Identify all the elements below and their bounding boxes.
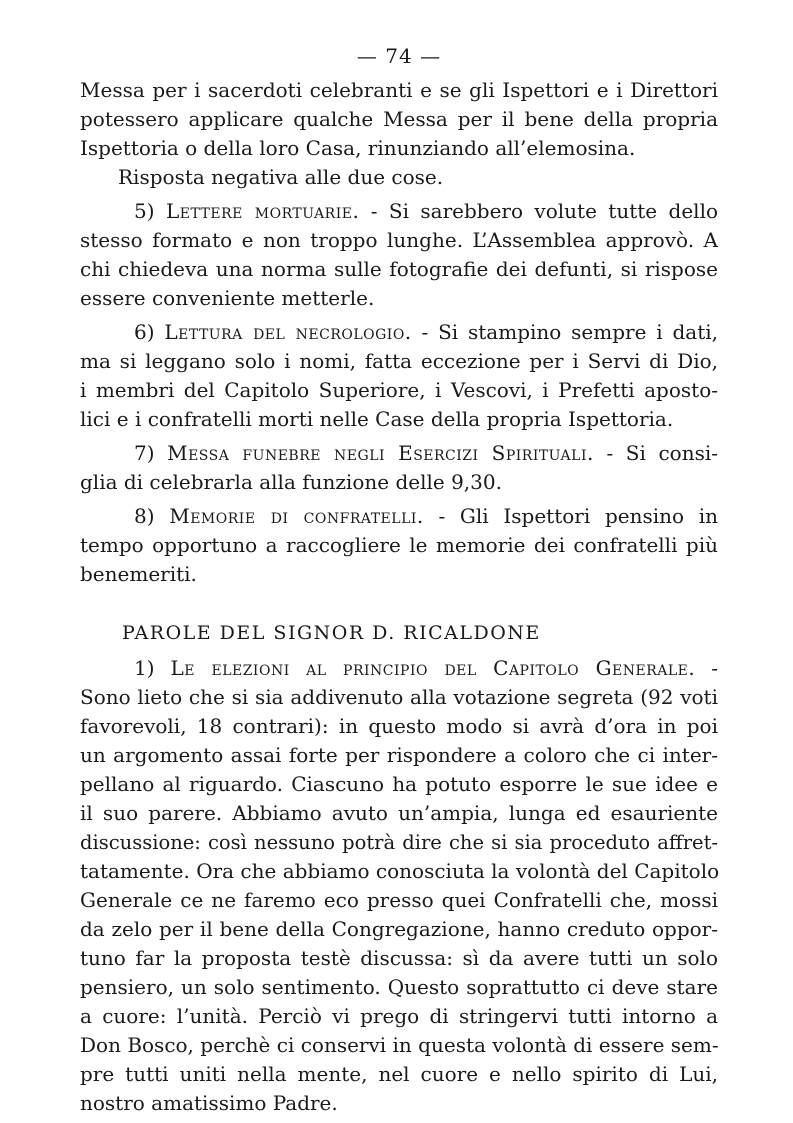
text-line: nostro amatissimo Padre. [80, 1091, 338, 1115]
text-line: stesso formato e non troppo lunghe. L’Assemblea approvò. A [80, 228, 718, 252]
text-line: pre tutti uniti nella mente, nel cuore e nello spirito di Lui, [80, 1062, 718, 1086]
page-number: — 74 — [356, 44, 442, 68]
text-line: favorevoli, 18 contrari): in questo modo si avrà d’ora in poi [80, 714, 718, 738]
item-title: Memorie di confratelli. [169, 504, 424, 528]
item-number: 8) [134, 504, 155, 528]
item-6-paragraph [80, 318, 718, 434]
item-title: Messa funebre negli Esercizi Spirituali. [167, 441, 594, 465]
text-line: lici e i confratelli morti nelle Case della propria Ispettoria. [80, 407, 674, 431]
item-first-line [80, 197, 718, 226]
item-title: Lettura del necrologio. [164, 320, 412, 344]
item-8-paragraph [80, 502, 718, 589]
item-number: 5) [134, 199, 155, 223]
item-text: - Si stampino sempre i dati, [421, 320, 718, 344]
item-first-line [80, 318, 718, 347]
item-text: - Si sarebbero volute tutte dello [370, 199, 718, 223]
text-line: a cuore: l’unità. Perciò vi prego di stringervi tutti intorno a [80, 1004, 718, 1028]
item-first-line [80, 654, 718, 683]
text-line: Generale ce ne faremo eco presso quei Confratelli che, mossi [80, 888, 718, 912]
text-line: Don Bosco, perchè ci conservi in questa volontà di essere sem- [80, 1033, 719, 1057]
item-first-line [80, 502, 718, 531]
text-line: ma si leggano solo i nomi, fatta eccezione per i Servi di Dio, [80, 349, 718, 373]
text-line: da zelo per il bene della Congregazione, hanno creduto oppor- [80, 917, 718, 941]
item-number: 1) [134, 656, 155, 680]
intro-paragraph [80, 76, 718, 192]
item-title: Lettere mortuarie. [165, 199, 360, 223]
item-7-paragraph [80, 439, 718, 497]
text-line: benemeriti. [80, 562, 197, 586]
item-number: 6) [134, 320, 155, 344]
text-line: pensiero, un solo sentimento. Questo soprattutto ci deve stare [80, 975, 718, 999]
text-line: Ispettoria o della loro Casa, rinunziando all’elemosina. [80, 136, 636, 160]
text-line: tempo opportuno a raccogliere le memorie dei confratelli più [80, 533, 718, 557]
item-number: 7) [134, 441, 155, 465]
text-line: potessero applicare qualche Messa per il bene della propria [80, 107, 718, 131]
text-line: i membri del Capitolo Superiore, i Vescovi, i Prefetti aposto- [80, 378, 718, 402]
item-5-paragraph [80, 197, 718, 313]
text-line: glia di celebrarla alla funzione delle 9,30. [80, 470, 502, 494]
item-text: - [711, 656, 718, 680]
text-line: un argomento assai forte per rispondere a coloro che ci inter- [80, 743, 718, 767]
document-page [80, 44, 718, 1118]
text-line: tatamente. Ora che abbiamo conosciuta la volontà del Capitolo [80, 859, 720, 883]
item-text: - Gli Ispettori pensino in [438, 504, 719, 528]
text-line: essere conveniente metterle. [80, 286, 375, 310]
section-heading: PAROLE DEL SIGNOR D. RICALDONE [122, 622, 541, 644]
text-line: tuno far la proposta testè discussa: sì da avere tutti un solo [80, 946, 718, 970]
item-first-line [80, 439, 718, 468]
item-text: - Si consi- [606, 441, 718, 465]
text-line: discussione: così nessuno potrà dire che si sia proceduto affret- [80, 831, 718, 854]
text-line: chi chiedeva una norma sulle fotografie dei defunti, si rispose [80, 257, 718, 281]
answer-line: Risposta negativa alle due cose. [118, 165, 444, 189]
item-title: Le elezioni al principio del Capitolo Generale. [170, 656, 696, 680]
text-line: Sono lieto che si sia addivenuto alla votazione segreta (92 voti [80, 685, 718, 709]
text-line: Messa per i sacerdoti celebranti e se gli Ispettori e i Direttori [80, 78, 718, 102]
text-line: pellano al riguardo. Ciascuno ha potuto esporre le sue idee e [80, 772, 718, 796]
text-line: il suo parere. Abbiamo avuto un’ampia, lunga ed esauriente [80, 801, 718, 825]
section-item-1-paragraph [80, 654, 718, 1118]
